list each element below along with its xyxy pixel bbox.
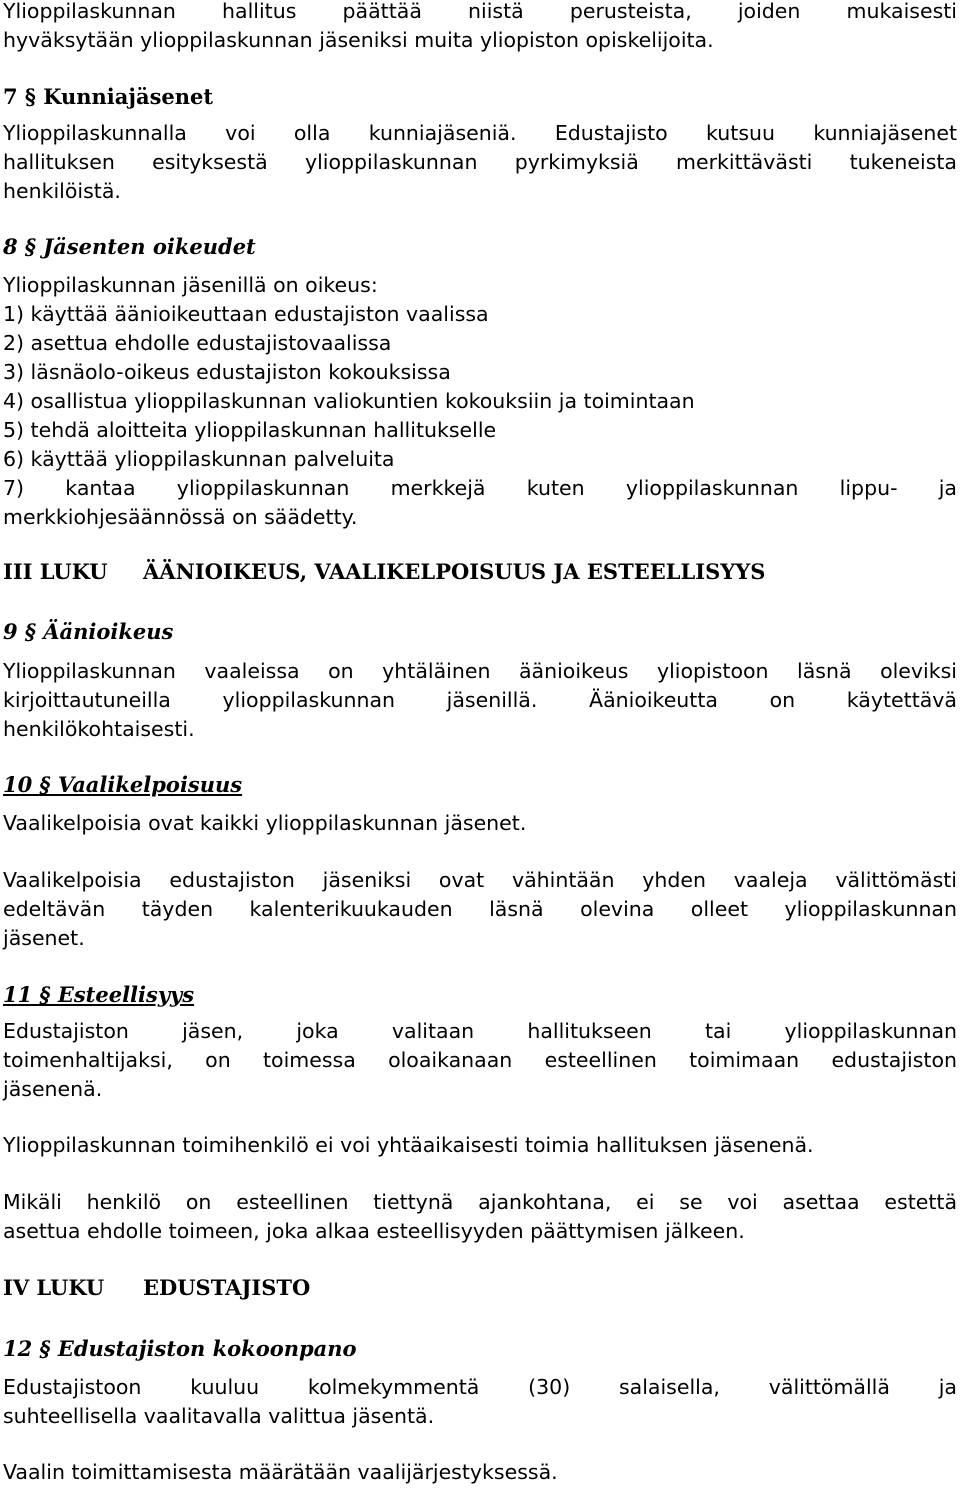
section-11-paragraph-2 [3, 1131, 957, 1160]
chapter-title: ÄÄNIOIKEUS, VAALIKELPOISUUS JA ESTEELLISYYS [143, 559, 766, 584]
section-12-paragraph-2 [3, 1458, 957, 1487]
section-11-paragraph-1 [3, 1017, 957, 1104]
text-line: Ylioppilaskunnan vaaleissa on yhtäläinen äänioikeus yliopistoon läsnä oleviksi [3, 659, 957, 683]
text-line: Ylioppilaskunnan hallitus päättää niistä perusteista, joiden mukaisesti [3, 0, 957, 23]
text-line: Mikäli henkilö on esteellinen tiettynä ajankohtana, ei se voi asettaa estettä [3, 1190, 957, 1214]
text-line: Vaalikelpoisia edustajiston jäseniksi ovat vähintään yhden vaaleja välittömästi [3, 868, 957, 892]
text-line: henkilökohtaisesti. [3, 717, 195, 741]
text-line: Ylioppilaskunnan toimihenkilö ei voi yhtäaikaisesti toimia hallituksen jäsenenä. [3, 1133, 814, 1157]
chapter-4-heading [3, 1273, 957, 1303]
text-line: kirjoittautuneilla ylioppilaskunnan jäsenillä. Äänioikeutta on käytettävä [3, 688, 957, 712]
section-10-paragraph-1 [3, 809, 957, 838]
list-item: 4) osallistua ylioppilaskunnan valiokuntien kokouksiin ja toimintaan [3, 389, 695, 413]
section-heading-11: 11 § Esteellisyys [3, 982, 195, 1007]
text-line: Vaalikelpoisia ovat kaikki ylioppilaskunnan jäsenet. [3, 811, 527, 835]
list-item: 5) tehdä aloitteita ylioppilaskunnan hallitukselle [3, 418, 497, 442]
text-line: Ylioppilaskunnalla voi olla kunniajäseniä. Edustajisto kutsuu kunniajäsenet [3, 121, 957, 145]
intro-paragraph [3, 0, 957, 55]
text-line: toimenhaltijaksi, on toimessa oloaikanaan esteellinen toimimaan edustajiston [3, 1048, 957, 1072]
chapter-number: IV LUKU [3, 1275, 105, 1300]
list-item: 3) läsnäolo-oikeus edustajiston kokouksissa [3, 360, 451, 384]
text-line: suhteellisella vaalitavalla valittua jäsentä. [3, 1404, 435, 1428]
text-line: Ylioppilaskunnan jäsenillä on oikeus: [3, 273, 378, 297]
chapter-title: EDUSTAJISTO [143, 1275, 311, 1300]
section-heading-10: 10 § Vaalikelpoisuus [3, 772, 243, 797]
section-12-paragraph-1 [3, 1373, 957, 1431]
section-heading-7: 7 § Kunniajäsenet [3, 84, 214, 109]
section-7-paragraph [3, 119, 957, 206]
list-item: 2) asettua ehdolle edustajistovaalissa [3, 331, 392, 355]
list-item: 7) kantaa ylioppilaskunnan merkkejä kuten ylioppilaskunnan lippu- ja [3, 476, 957, 500]
list-item: 6) käyttää ylioppilaskunnan palveluita [3, 447, 395, 471]
text-line: Edustajiston jäsen, joka valitaan hallitukseen tai ylioppilaskunnan [3, 1019, 957, 1043]
section-heading-8: 8 § Jäsenten oikeudet [3, 234, 256, 259]
list-item: merkkiohjesäännössä on säädetty. [3, 505, 358, 529]
text-line: hallituksen esityksestä ylioppilaskunnan pyrkimyksiä merkittävästi tukeneista [3, 150, 957, 174]
text-line: Vaalin toimittamisesta määrätään vaalijärjestyksessä. [3, 1460, 558, 1484]
section-heading-9: 9 § Äänioikeus [3, 619, 174, 644]
text-line: jäsenet. [3, 926, 85, 950]
text-line: edeltävän täyden kalenterikuukauden läsnä olevina olleet ylioppilaskunnan [3, 897, 957, 921]
chapter-number: III LUKU [3, 559, 108, 584]
text-line: hyväksytään ylioppilaskunnan jäseniksi muita yliopiston opiskelijoita. [3, 28, 714, 52]
section-11-paragraph-3 [3, 1188, 957, 1246]
section-9-paragraph [3, 657, 957, 744]
section-10-paragraph-2 [3, 866, 957, 953]
chapter-3-heading [3, 557, 957, 587]
text-line: asettua ehdolle toimeen, joka alkaa esteellisyyden päättymisen jälkeen. [3, 1219, 745, 1243]
list-item: 1) käyttää äänioikeuttaan edustajiston vaalissa [3, 302, 489, 326]
section-heading-12: 12 § Edustajiston kokoonpano [3, 1336, 357, 1361]
text-line: jäsenenä. [3, 1077, 103, 1101]
text-line: Edustajistoon kuuluu kolmekymmentä (30) salaisella, välittömällä ja [3, 1375, 957, 1399]
text-line: henkilöistä. [3, 179, 121, 203]
section-8-paragraph [3, 271, 957, 532]
